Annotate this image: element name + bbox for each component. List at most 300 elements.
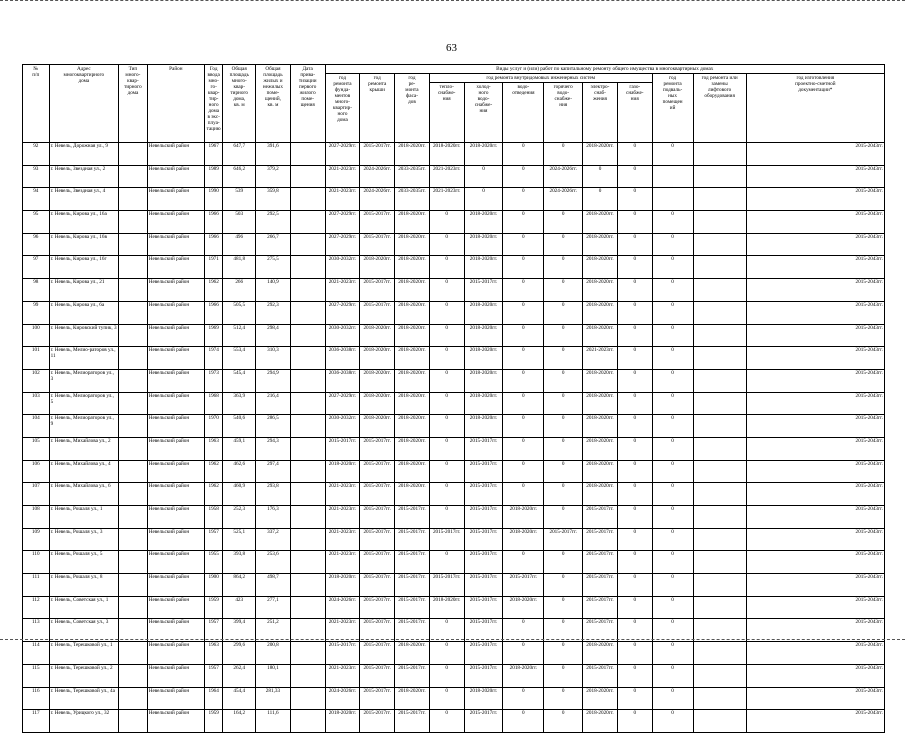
row-electric: 2018-2020гг. bbox=[583, 437, 618, 460]
row-facade: 2018-2020гг. bbox=[395, 392, 430, 415]
row-house-type bbox=[119, 460, 148, 483]
row-address: г. Невель, Мелиораторов ул., 9 bbox=[49, 415, 119, 438]
table-body bbox=[23, 143, 885, 733]
row-total-area: 512,4 bbox=[223, 324, 256, 347]
header-electric: электро- снаб- жения bbox=[583, 83, 618, 143]
table-row bbox=[23, 415, 885, 438]
row-foundation: 2027-2029гг. bbox=[325, 392, 360, 415]
row-heating: 0 bbox=[429, 211, 464, 234]
row-cold-water: 2015-2017гг. bbox=[464, 528, 503, 551]
row-basement: 0 bbox=[652, 664, 693, 687]
row-basement: 0 bbox=[652, 528, 693, 551]
row-house-type bbox=[119, 687, 148, 710]
row-foundation: 2027-2029гг. bbox=[325, 143, 360, 166]
row-electric: 2018-2020гг. bbox=[583, 256, 618, 279]
row-design-docs: 2015-2043гг. bbox=[746, 551, 884, 574]
row-cold-water: 2015-2017гг. bbox=[464, 596, 503, 619]
row-cold-water: 2018-2020гг. bbox=[464, 233, 503, 256]
row-facade: 2018-2020гг. bbox=[395, 211, 430, 234]
row-hot-water: 0 bbox=[544, 551, 583, 574]
row-address: г. Невель, Михайлова ул., 6 bbox=[49, 483, 119, 506]
row-total-area: 423 bbox=[223, 596, 256, 619]
row-gas: 0 bbox=[617, 596, 652, 619]
row-heating: 2018-2020гг. bbox=[429, 596, 464, 619]
row-year-built: 1959 bbox=[204, 596, 222, 619]
row-hot-water: 0 bbox=[544, 506, 583, 529]
row-house-type bbox=[119, 143, 148, 166]
table-row bbox=[23, 392, 885, 415]
row-facade: 2018-2020гг. bbox=[395, 460, 430, 483]
row-hot-water: 0 bbox=[544, 619, 583, 642]
row-address: г. Невель, Советская ул., 3 bbox=[49, 619, 119, 642]
row-house-type bbox=[119, 301, 148, 324]
row-heating: 2015-2017гг. bbox=[429, 528, 464, 551]
row-facade: 2015-2017гг. bbox=[395, 574, 430, 597]
row-heating: 0 bbox=[429, 437, 464, 460]
table-row bbox=[23, 574, 885, 597]
row-electric: 2018-2020гг. bbox=[583, 279, 618, 302]
row-living-area: 292,3 bbox=[256, 301, 291, 324]
row-facade: 2033-2035гг. bbox=[395, 165, 430, 188]
row-drainage: 0 bbox=[503, 551, 544, 574]
row-house-type bbox=[119, 324, 148, 347]
row-roof: 2015-2017гг. bbox=[360, 687, 395, 710]
row-gas: 0 bbox=[617, 188, 652, 211]
row-living-area: 176,3 bbox=[256, 506, 291, 529]
row-number: 98 bbox=[23, 279, 50, 302]
row-heating: 0 bbox=[429, 301, 464, 324]
row-hot-water: 0 bbox=[544, 664, 583, 687]
row-district: Невельский район bbox=[147, 256, 204, 279]
row-facade: 2018-2020гг. bbox=[395, 233, 430, 256]
row-privatization-date bbox=[290, 256, 325, 279]
row-cold-water: 2018-2020гг. bbox=[464, 256, 503, 279]
header-total-area: Общая площадь много- квар- тирного дома, кв. м bbox=[223, 65, 256, 143]
row-cold-water: 2015-2017гг. bbox=[464, 664, 503, 687]
row-district: Невельский район bbox=[147, 415, 204, 438]
page-number: 63 bbox=[446, 42, 457, 54]
row-district: Невельский район bbox=[147, 279, 204, 302]
row-heating: 0 bbox=[429, 324, 464, 347]
row-district: Невельский район bbox=[147, 188, 204, 211]
row-privatization-date bbox=[290, 347, 325, 370]
row-drainage: 0 bbox=[503, 369, 544, 392]
row-address: г. Невель, Советская ул., 1 bbox=[49, 596, 119, 619]
row-living-area: 359,8 bbox=[256, 188, 291, 211]
row-address: г. Невель, Рошаля ул., 3 bbox=[49, 528, 119, 551]
row-hot-water: 0 bbox=[544, 483, 583, 506]
row-elevator bbox=[693, 256, 746, 279]
row-basement: 0 bbox=[652, 324, 693, 347]
row-gas: 0 bbox=[617, 279, 652, 302]
row-number: 97 bbox=[23, 256, 50, 279]
row-design-docs: 2015-2043гг. bbox=[746, 324, 884, 347]
row-year-built: 1967 bbox=[204, 143, 222, 166]
row-electric: 2015-2017гг. bbox=[583, 596, 618, 619]
row-privatization-date bbox=[290, 233, 325, 256]
row-total-area: 460,9 bbox=[223, 483, 256, 506]
row-house-type bbox=[119, 233, 148, 256]
row-drainage: 0 bbox=[503, 460, 544, 483]
row-electric: 2018-2020гг. bbox=[583, 233, 618, 256]
row-total-area: 363,9 bbox=[223, 392, 256, 415]
row-drainage: 0 bbox=[503, 619, 544, 642]
row-basement: 0 bbox=[652, 596, 693, 619]
row-elevator bbox=[693, 279, 746, 302]
row-cold-water: 2018-2020гг. bbox=[464, 211, 503, 234]
row-design-docs: 2015-2043гг. bbox=[746, 392, 884, 415]
row-number: 111 bbox=[23, 574, 50, 597]
row-design-docs: 2015-2043гг. bbox=[746, 437, 884, 460]
table-row bbox=[23, 506, 885, 529]
row-cold-water: 2018-2020гг. bbox=[464, 347, 503, 370]
row-cold-water: 2018-2020гг. bbox=[464, 415, 503, 438]
row-district: Невельский район bbox=[147, 506, 204, 529]
header-facade: год ре- монта фаса- дов bbox=[395, 74, 430, 143]
row-basement: 0 bbox=[652, 642, 693, 665]
row-district: Невельский район bbox=[147, 574, 204, 597]
row-electric: 2018-2020гг. bbox=[583, 392, 618, 415]
table-row bbox=[23, 324, 885, 347]
row-heating: 0 bbox=[429, 233, 464, 256]
row-year-built: 1962 bbox=[204, 279, 222, 302]
row-cold-water: 2018-2020гг. bbox=[464, 301, 503, 324]
row-gas: 0 bbox=[617, 369, 652, 392]
row-house-type bbox=[119, 528, 148, 551]
header-cold-water: холод- ного водо- снабже- ния bbox=[464, 83, 503, 143]
row-district: Невельский район bbox=[147, 687, 204, 710]
row-drainage: 0 bbox=[503, 211, 544, 234]
row-roof: 2015-2017гг. bbox=[360, 483, 395, 506]
row-basement: 0 bbox=[652, 392, 693, 415]
row-facade: 2018-2020гг. bbox=[395, 324, 430, 347]
header-year-built: Год ввода мно- го- квар- тир- ного дома в экс- плуа- тацию bbox=[204, 65, 222, 143]
row-electric: 2018-2020гг. bbox=[583, 415, 618, 438]
row-hot-water: 0 bbox=[544, 233, 583, 256]
row-privatization-date bbox=[290, 369, 325, 392]
row-district: Невельский район bbox=[147, 596, 204, 619]
row-basement: 0 bbox=[652, 256, 693, 279]
row-year-built: 1966 bbox=[204, 301, 222, 324]
row-number: 115 bbox=[23, 664, 50, 687]
row-basement: 0 bbox=[652, 460, 693, 483]
row-address: г. Невель, Звездная ул., 4 bbox=[49, 188, 119, 211]
row-elevator bbox=[693, 596, 746, 619]
row-year-built: 1959 bbox=[204, 710, 222, 733]
row-cold-water: 2015-2017гг. bbox=[464, 506, 503, 529]
row-facade: 2018-2020гг. bbox=[395, 483, 430, 506]
row-roof: 2015-2017гг. bbox=[360, 528, 395, 551]
row-heating: 0 bbox=[429, 369, 464, 392]
row-number: 100 bbox=[23, 324, 50, 347]
row-year-built: 1966 bbox=[204, 233, 222, 256]
row-electric: 2018-2020гг. bbox=[583, 143, 618, 166]
row-roof: 2015-2017гг. bbox=[360, 233, 395, 256]
row-number: 117 bbox=[23, 710, 50, 733]
row-foundation: 2024-2026гг. bbox=[325, 596, 360, 619]
row-privatization-date bbox=[290, 415, 325, 438]
row-foundation: 2021-2023гг. bbox=[325, 528, 360, 551]
row-house-type bbox=[119, 710, 148, 733]
row-address: г. Невель, Кирова ул., 16г bbox=[49, 256, 119, 279]
row-drainage: 0 bbox=[503, 710, 544, 733]
row-number: 104 bbox=[23, 415, 50, 438]
row-design-docs: 2015-2043гг. bbox=[746, 188, 884, 211]
row-electric: 2015-2017гг. bbox=[583, 574, 618, 597]
row-elevator bbox=[693, 211, 746, 234]
row-design-docs: 2015-2043гг. bbox=[746, 460, 884, 483]
row-gas: 0 bbox=[617, 347, 652, 370]
row-district: Невельский район bbox=[147, 301, 204, 324]
row-basement: 0 bbox=[652, 279, 693, 302]
row-foundation: 2036-2038гг. bbox=[325, 369, 360, 392]
header-house-type: Тип много- квар- тирного дома bbox=[119, 65, 148, 143]
row-foundation: 2021-2023гг. bbox=[325, 619, 360, 642]
row-roof: 2024-2026гг. bbox=[360, 165, 395, 188]
row-gas: 0 bbox=[617, 143, 652, 166]
row-house-type bbox=[119, 256, 148, 279]
row-number: 102 bbox=[23, 369, 50, 392]
row-gas: 0 bbox=[617, 233, 652, 256]
row-design-docs: 2015-2043гг. bbox=[746, 415, 884, 438]
row-design-docs: 2015-2043гг. bbox=[746, 528, 884, 551]
row-address: г. Невель, Мелио-раторов ул., 11 bbox=[49, 347, 119, 370]
row-heating: 0 bbox=[429, 392, 464, 415]
row-number: 116 bbox=[23, 687, 50, 710]
row-address: г. Невель, Кирова ул., 6а bbox=[49, 301, 119, 324]
row-elevator bbox=[693, 506, 746, 529]
row-drainage: 0 bbox=[503, 301, 544, 324]
table-row bbox=[23, 233, 885, 256]
row-roof: 2018-2020гг. bbox=[360, 347, 395, 370]
row-cold-water: 0 bbox=[464, 165, 503, 188]
table-row bbox=[23, 687, 885, 710]
row-hot-water: 0 bbox=[544, 437, 583, 460]
row-gas: 0 bbox=[617, 664, 652, 687]
row-number: 95 bbox=[23, 211, 50, 234]
row-total-area: 454,4 bbox=[223, 687, 256, 710]
row-heating: 0 bbox=[429, 506, 464, 529]
row-address: г. Невель, Звездная ул., 2 bbox=[49, 165, 119, 188]
row-drainage: 0 bbox=[503, 188, 544, 211]
header-networks-title: год ремонта внутридомовых инженерных систем bbox=[429, 74, 652, 83]
row-address: г. Невель, Михайлова ул., 4 bbox=[49, 460, 119, 483]
row-foundation: 2015-2017гг. bbox=[325, 437, 360, 460]
table-row bbox=[23, 143, 885, 166]
row-design-docs: 2015-2043гг. bbox=[746, 506, 884, 529]
row-year-built: 1900 bbox=[204, 574, 222, 597]
row-elevator bbox=[693, 687, 746, 710]
row-design-docs: 2015-2043гг. bbox=[746, 211, 884, 234]
table-row bbox=[23, 301, 885, 324]
row-cold-water: 2015-2017гг. bbox=[464, 619, 503, 642]
row-year-built: 1990 bbox=[204, 188, 222, 211]
row-elevator bbox=[693, 324, 746, 347]
row-electric: 2015-2017гг. bbox=[583, 619, 618, 642]
row-living-area: 294,3 bbox=[256, 437, 291, 460]
row-roof: 2015-2017гг. bbox=[360, 574, 395, 597]
header-basement: год ремонта подваль- ных помещен ий bbox=[652, 74, 693, 143]
row-basement: 0 bbox=[652, 574, 693, 597]
row-district: Невельский район bbox=[147, 369, 204, 392]
row-total-area: 503 bbox=[223, 211, 256, 234]
row-district: Невельский район bbox=[147, 143, 204, 166]
row-heating: 2015-2017гг. bbox=[429, 574, 464, 597]
row-cold-water: 2018-2020гг. bbox=[464, 143, 503, 166]
row-gas: 0 bbox=[617, 619, 652, 642]
row-house-type bbox=[119, 437, 148, 460]
row-total-area: 481,8 bbox=[223, 256, 256, 279]
row-number: 94 bbox=[23, 188, 50, 211]
row-roof: 2015-2017гг. bbox=[360, 596, 395, 619]
row-privatization-date bbox=[290, 279, 325, 302]
row-elevator bbox=[693, 483, 746, 506]
table-row bbox=[23, 596, 885, 619]
row-living-area: 297,4 bbox=[256, 460, 291, 483]
row-roof: 2018-2020гг. bbox=[360, 392, 395, 415]
row-living-area: 200,8 bbox=[256, 642, 291, 665]
row-address: г. Невель, Кирова ул., 21 bbox=[49, 279, 119, 302]
row-heating: 0 bbox=[429, 483, 464, 506]
row-total-area: 266 bbox=[223, 279, 256, 302]
row-address: г. Невель, Терешковой ул., 4а bbox=[49, 687, 119, 710]
row-cold-water: 2015-2017гг. bbox=[464, 710, 503, 733]
row-total-area: 647,7 bbox=[223, 143, 256, 166]
row-basement: 0 bbox=[652, 369, 693, 392]
header-address: Адрес многоквартирного дома bbox=[49, 65, 119, 143]
row-number: 101 bbox=[23, 347, 50, 370]
row-address: г. Невель, Дорожная ул., 9 bbox=[49, 143, 119, 166]
row-total-area: 462,6 bbox=[223, 460, 256, 483]
table-row bbox=[23, 483, 885, 506]
row-gas: 0 bbox=[617, 165, 652, 188]
row-year-built: 1963 bbox=[204, 437, 222, 460]
row-electric: 2018-2020гг. bbox=[583, 324, 618, 347]
row-foundation: 2021-2023гг. bbox=[325, 188, 360, 211]
row-year-built: 1957 bbox=[204, 664, 222, 687]
row-address: г. Невель, Кирова ул., 16в bbox=[49, 233, 119, 256]
row-number: 103 bbox=[23, 392, 50, 415]
row-living-area: 294,9 bbox=[256, 369, 291, 392]
row-house-type bbox=[119, 415, 148, 438]
row-total-area: 262,4 bbox=[223, 664, 256, 687]
row-year-built: 1969 bbox=[204, 324, 222, 347]
row-hot-water: 0 bbox=[544, 279, 583, 302]
row-foundation: 2018-2020гг. bbox=[325, 460, 360, 483]
table-row bbox=[23, 211, 885, 234]
row-heating: 0 bbox=[429, 256, 464, 279]
row-district: Невельский район bbox=[147, 392, 204, 415]
row-basement: 0 bbox=[652, 437, 693, 460]
row-address: г. Невель, Терешковой ул., 2 bbox=[49, 664, 119, 687]
row-facade: 2018-2020гг. bbox=[395, 301, 430, 324]
row-total-area: 496 bbox=[223, 233, 256, 256]
row-living-area: 275,5 bbox=[256, 256, 291, 279]
header-hot-water: горячего водо- снабже- ния bbox=[544, 83, 583, 143]
row-drainage: 0 bbox=[503, 143, 544, 166]
row-drainage: 0 bbox=[503, 687, 544, 710]
row-drainage: 2018-2020гг. bbox=[503, 596, 544, 619]
table-row bbox=[23, 664, 885, 687]
row-drainage: 0 bbox=[503, 165, 544, 188]
row-privatization-date bbox=[290, 143, 325, 166]
row-privatization-date bbox=[290, 506, 325, 529]
row-electric: 2018-2020гг. bbox=[583, 687, 618, 710]
row-design-docs: 2015-2043гг. bbox=[746, 165, 884, 188]
row-gas: 0 bbox=[617, 710, 652, 733]
row-district: Невельский район bbox=[147, 642, 204, 665]
row-basement: 0 bbox=[652, 301, 693, 324]
row-facade: 2018-2020гг. bbox=[395, 279, 430, 302]
row-basement bbox=[652, 188, 693, 211]
row-hot-water: 0 bbox=[544, 211, 583, 234]
row-year-built: 1968 bbox=[204, 392, 222, 415]
row-number: 106 bbox=[23, 460, 50, 483]
row-privatization-date bbox=[290, 642, 325, 665]
row-elevator bbox=[693, 143, 746, 166]
row-foundation: 2024-2026гг. bbox=[325, 687, 360, 710]
row-hot-water: 0 bbox=[544, 256, 583, 279]
table-row bbox=[23, 710, 885, 733]
header-gas: газо- снабже- ния bbox=[617, 83, 652, 143]
row-heating: 2021-2023гг. bbox=[429, 188, 464, 211]
row-foundation: 2030-2032гг. bbox=[325, 256, 360, 279]
row-address: г. Невель, Кирова ул., 16а bbox=[49, 211, 119, 234]
row-hot-water: 0 bbox=[544, 143, 583, 166]
row-foundation: 2036-2038гг. bbox=[325, 347, 360, 370]
table-row bbox=[23, 460, 885, 483]
row-number: 96 bbox=[23, 233, 50, 256]
row-district: Невельский район bbox=[147, 483, 204, 506]
table-row bbox=[23, 279, 885, 302]
row-design-docs: 2015-2043гг. bbox=[746, 483, 884, 506]
row-hot-water: 0 bbox=[544, 710, 583, 733]
capital-repair-table bbox=[22, 64, 885, 733]
row-number: 112 bbox=[23, 596, 50, 619]
row-facade: 2015-2017гг. bbox=[395, 551, 430, 574]
header-roof: год ремонта крыши bbox=[360, 74, 395, 143]
row-gas: 0 bbox=[617, 528, 652, 551]
row-elevator bbox=[693, 642, 746, 665]
row-basement: 0 bbox=[652, 415, 693, 438]
row-hot-water: 0 bbox=[544, 369, 583, 392]
row-design-docs: 2015-2043гг. bbox=[746, 642, 884, 665]
row-elevator bbox=[693, 347, 746, 370]
row-house-type bbox=[119, 392, 148, 415]
row-year-built: 1970 bbox=[204, 415, 222, 438]
row-total-area: 553,4 bbox=[223, 347, 256, 370]
row-gas: 0 bbox=[617, 642, 652, 665]
row-roof: 2018-2020гг. bbox=[360, 415, 395, 438]
row-design-docs: 2015-2043гг. bbox=[746, 664, 884, 687]
table-row bbox=[23, 528, 885, 551]
table-row bbox=[23, 437, 885, 460]
row-drainage: 0 bbox=[503, 279, 544, 302]
row-number: 93 bbox=[23, 165, 50, 188]
row-gas: 0 bbox=[617, 392, 652, 415]
row-gas: 0 bbox=[617, 324, 652, 347]
row-roof: 2015-2017гг. bbox=[360, 437, 395, 460]
row-total-area: 399,4 bbox=[223, 619, 256, 642]
row-hot-water: 0 bbox=[544, 347, 583, 370]
row-foundation: 2021-2023гг. bbox=[325, 664, 360, 687]
row-basement: 0 bbox=[652, 551, 693, 574]
row-hot-water: 0 bbox=[544, 415, 583, 438]
row-house-type bbox=[119, 574, 148, 597]
row-house-type bbox=[119, 483, 148, 506]
row-gas: 0 bbox=[617, 415, 652, 438]
row-elevator bbox=[693, 301, 746, 324]
